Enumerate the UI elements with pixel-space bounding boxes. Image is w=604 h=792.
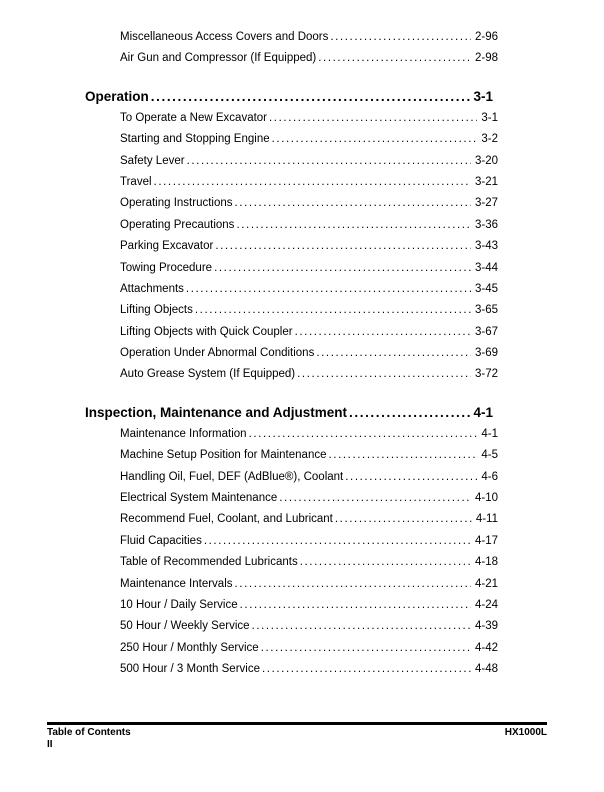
toc-entry-page: 4-42 [474, 641, 498, 654]
dot-leader [267, 108, 477, 129]
toc-entry-label: Electrical System Maintenance [120, 492, 278, 505]
toc-entry-page: 3-65 [474, 304, 498, 317]
toc-entry-page: 4-24 [474, 598, 498, 611]
toc-entry [120, 488, 498, 509]
page-footer [47, 722, 547, 750]
toc-entry [120, 193, 498, 214]
toc-entry-page: 4-1 [481, 427, 498, 440]
toc-entry-page: 3-36 [474, 218, 498, 231]
toc-entry-page: 4-6 [481, 470, 498, 483]
dot-leader [185, 151, 471, 172]
toc-entry [120, 424, 498, 445]
footer-section-title: Table of Contents [47, 727, 131, 738]
toc-entry [120, 595, 498, 616]
toc-entry-page: 4-17 [474, 534, 498, 547]
dot-leader [328, 27, 471, 48]
toc-entry-label: 500 Hour / 3 Month Service [120, 663, 260, 676]
toc-entry-page: 4-39 [474, 620, 498, 633]
toc-entry [120, 172, 498, 193]
toc-entry-label: Recommend Fuel, Coolant, and Lubricant [120, 513, 333, 526]
toc-entry-label: Table of Recommended Lubricants [120, 556, 298, 569]
toc-entry [120, 279, 498, 300]
toc-entry-page: 4-18 [474, 556, 498, 569]
toc-entry-page: 2-98 [474, 52, 498, 65]
toc-entry [120, 343, 498, 364]
toc-entry [120, 322, 498, 343]
dot-leader [326, 445, 477, 466]
toc-entry-label: Operating Precautions [120, 218, 235, 231]
dot-leader [152, 172, 471, 193]
dot-leader [212, 258, 471, 279]
toc-entry-label: Maintenance Information [120, 427, 247, 440]
toc-section-heading [85, 86, 498, 108]
toc-entry-label: 10 Hour / Daily Service [120, 598, 238, 611]
dot-leader [259, 638, 471, 659]
dot-leader [293, 322, 471, 343]
toc-entry-page: 3-20 [474, 154, 498, 167]
dot-leader [295, 364, 471, 385]
toc-entry [120, 151, 498, 172]
toc-entry [120, 27, 498, 48]
toc-entry-label: Lifting Objects [120, 304, 193, 317]
toc-entry-label: Auto Grease System (If Equipped) [120, 368, 296, 381]
toc-entry-page: 3-72 [474, 368, 498, 381]
toc-entry [120, 364, 498, 385]
toc-entry [120, 659, 498, 680]
toc-entry-label: Miscellaneous Access Covers and Doors [120, 31, 329, 43]
toc-entry-page: 3-2 [481, 133, 498, 146]
dot-leader [184, 279, 471, 300]
toc-entry-label: Travel [120, 175, 152, 188]
toc-entry-page: 4-5 [481, 449, 498, 462]
toc-entry-page: 3-21 [474, 175, 498, 188]
toc-section-heading-page: 4-1 [473, 404, 493, 420]
toc-entry-label: Starting and Stopping Engine [120, 133, 270, 146]
dot-leader [316, 48, 471, 69]
toc-entry [120, 215, 498, 236]
toc-entry-label: Parking Excavator [120, 240, 214, 253]
toc-section-heading-label: Operation [85, 88, 149, 104]
dot-leader [347, 402, 472, 424]
toc-entry [120, 445, 498, 466]
toc-entry [120, 638, 498, 659]
toc-entry-label: Machine Setup Position for Maintenance [120, 449, 327, 462]
toc-entry [120, 552, 498, 573]
dot-leader [247, 424, 478, 445]
dot-leader [233, 574, 471, 595]
toc-entry-label: Lifting Objects with Quick Coupler [120, 325, 293, 338]
dot-leader [277, 488, 471, 509]
toc-entry-label: Handling Oil, Fuel, DEF (AdBlue®), Coolant [120, 470, 344, 483]
toc-list [85, 27, 498, 681]
toc-entry [120, 574, 498, 595]
dot-leader [270, 129, 478, 150]
toc-entry [120, 467, 498, 488]
dot-leader [193, 300, 471, 321]
dot-leader [343, 467, 477, 488]
dot-leader [298, 552, 471, 573]
dot-leader [314, 343, 471, 364]
footer-rule [47, 722, 547, 725]
toc-entry [120, 129, 498, 150]
toc-entry-page: 4-48 [474, 663, 498, 676]
toc-entry-label: To Operate a New Excavator [120, 111, 268, 124]
toc-entry [120, 258, 498, 279]
toc-entry-label: 50 Hour / Weekly Service [120, 620, 250, 633]
toc-entry-label: 250 Hour / Monthly Service [120, 641, 259, 654]
toc-entry-page: 2-96 [474, 31, 498, 43]
toc-entry-label: Fluid Capacities [120, 534, 202, 547]
footer-page-number: II [47, 738, 53, 750]
toc-entry [120, 509, 498, 530]
toc-entry-page: 3-67 [474, 325, 498, 338]
toc-entry-label: Attachments [120, 282, 184, 295]
toc-entry-label: Operation Under Abnormal Conditions [120, 347, 315, 360]
toc-entry-label: Safety Lever [120, 154, 185, 167]
toc-entry-page: 3-44 [474, 261, 498, 274]
dot-leader [250, 616, 471, 637]
dot-leader [202, 531, 471, 552]
dot-leader [238, 595, 471, 616]
toc-entry-label: Air Gun and Compressor (If Equipped) [120, 52, 317, 65]
toc-entry-label: Maintenance Intervals [120, 577, 233, 590]
dot-leader [233, 193, 471, 214]
dot-leader [213, 236, 471, 257]
footer-model: HX1000L [504, 727, 547, 738]
dot-leader [234, 215, 471, 236]
toc-entry-page: 3-27 [474, 197, 498, 210]
toc-entry-page: 4-11 [475, 513, 498, 526]
toc-section-heading-label: Inspection, Maintenance and Adjustment [85, 404, 348, 420]
toc-section-heading-page: 3-1 [473, 88, 493, 104]
toc-entry [120, 48, 498, 69]
toc-entry [120, 531, 498, 552]
toc-entry-label: Operating Instructions [120, 197, 233, 210]
toc-entry-page: 4-21 [474, 577, 498, 590]
toc-entry-page: 3-1 [481, 111, 498, 124]
toc-entry-page: 4-10 [474, 492, 498, 505]
toc-entry [120, 236, 498, 257]
toc-entry [120, 108, 498, 129]
dot-leader [333, 509, 472, 530]
dot-leader [149, 86, 473, 108]
toc-entry [120, 300, 498, 321]
toc-entry [120, 616, 498, 637]
toc-entry-page: 3-69 [474, 347, 498, 360]
dot-leader [260, 659, 471, 680]
toc-entry-label: Towing Procedure [120, 261, 213, 274]
toc-entry-page: 3-43 [474, 240, 498, 253]
toc-section-heading [85, 402, 498, 424]
toc-entry-page: 3-45 [474, 282, 498, 295]
